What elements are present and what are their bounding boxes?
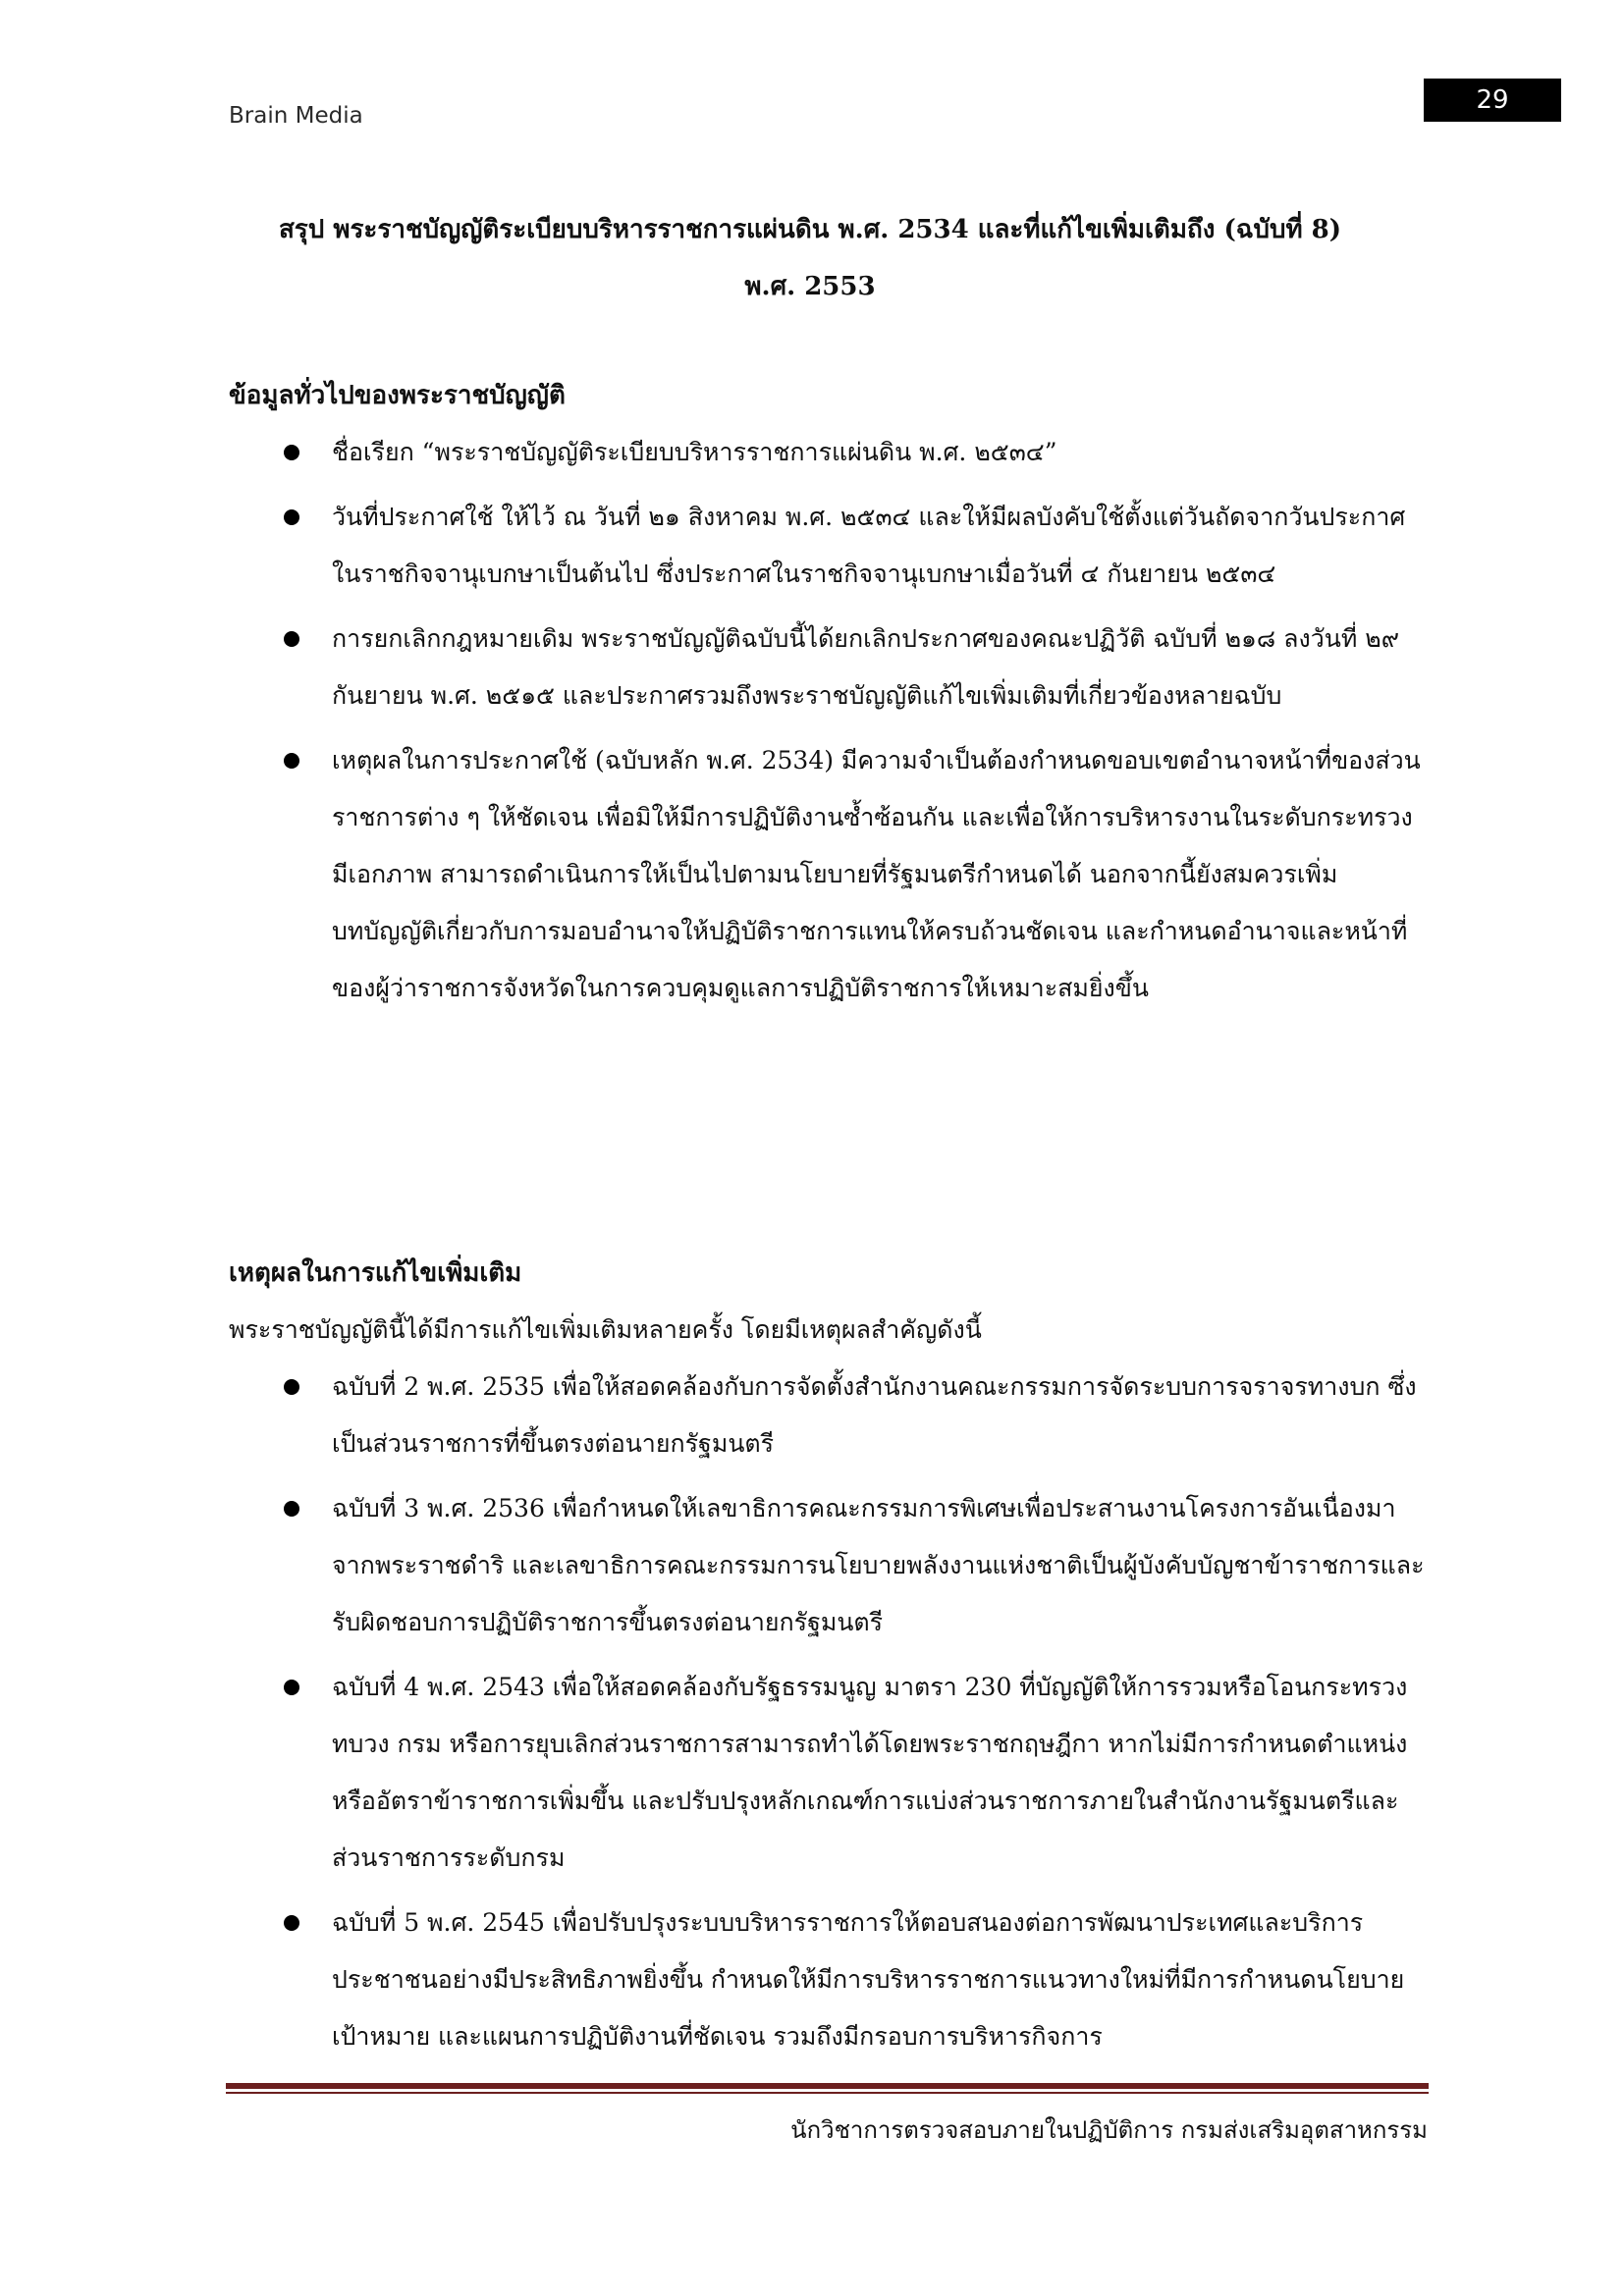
footer-author: นักวิชาการตรวจสอบภายในปฏิบัติการ กรมส่งเสริมอุตสาหกรรม (790, 2116, 1428, 2144)
bullet-icon (284, 509, 299, 525)
list-item (229, 1480, 1427, 1651)
list-item-text: ชื่อเรียก “พระราชบัญญัติระเบียบบริหารราชการแผ่นดิน พ.ศ. ๒๕๓๔” (332, 438, 1057, 466)
document-title (216, 201, 1404, 315)
amendments-intro: พระราชบัญญัตินี้ได้มีการแก้ไขเพิ่มเติมหลายครั้ง โดยมีเหตุผลสำคัญดังนี้ (229, 1315, 982, 1344)
footer-divider-thick (226, 2083, 1429, 2089)
amendments-section (229, 1245, 1427, 2073)
footer-divider (226, 2083, 1429, 2094)
list-item (229, 1659, 1427, 1887)
bullet-icon (284, 445, 299, 460)
bullet-icon (284, 1680, 299, 1695)
document-title-line-1: สรุป พระราชบัญญัติระเบียบบริหารราชการแผ่นดิน พ.ศ. 2534 และที่แก้ไขเพิ่มเติมถึง (ฉบับที่ 8) (278, 215, 1342, 244)
bullet-icon (284, 1915, 299, 1931)
bullet-icon (284, 753, 299, 769)
general-info-heading: ข้อมูลทั่วไปของพระราชบัญญัติ (229, 381, 566, 410)
footer-divider-thin (226, 2092, 1429, 2094)
list-item-text: ฉบับที่ 5 พ.ศ. 2545 เพื่อปรับปรุงระบบบริหารราชการให้ตอบสนองต่อการพัฒนาประเทศและบริการประชาชนอย่างมีประสิทธิภาพยิ่งขึ้น กำหนดให้มีการบริหารราชการแนวทางใหม่ที่มีการกำหนดนโยบาย เป้าหมาย และแผนการปฏิบัติงานที่ชัดเจน รวมถึงมีกรอบการบริหารกิจการ (332, 1908, 1405, 2051)
list-item-text: การยกเลิกกฎหมายเดิม พระราชบัญญัติฉบับนี้ได้ยกเลิกประกาศของคณะปฏิวัติ ฉบับที่ ๒๑๘ ลงวันที่ ๒๙ กันยายน พ.ศ. ๒๕๑๕ และประกาศรวมถึงพระราชบัญญัติแก้ไขเพิ่มเติมที่เกี่ยวข้องหลายฉบับ (332, 624, 1400, 710)
list-item (229, 424, 1427, 481)
list-item (229, 489, 1427, 603)
list-item (229, 1359, 1427, 1472)
list-item-text: ฉบับที่ 2 พ.ศ. 2535 เพื่อให้สอดคล้องกับการจัดตั้งสำนักงานคณะกรรมการจัดระบบการจราจรทางบก ซึ่งเป็นส่วนราชการที่ขึ้นตรงต่อนายกรัฐมนตรี (332, 1372, 1417, 1458)
page-number: 29 (1424, 79, 1561, 122)
list-item (229, 611, 1427, 724)
list-item-text: วันที่ประกาศใช้ ให้ไว้ ณ วันที่ ๒๑ สิงหาคม พ.ศ. ๒๕๓๔ และให้มีผลบังคับใช้ตั้งแต่วันถัดจากวันประกาศในราชกิจจานุเบกษาเป็นต้นไป ซึ่งประกาศในราชกิจจานุเบกษาเมื่อวันที่ ๔ กันยายน ๒๕๓๔ (332, 503, 1406, 588)
document-title-line-2: พ.ศ. 2553 (744, 272, 876, 301)
list-item-text: ฉบับที่ 4 พ.ศ. 2543 เพื่อให้สอดคล้องกับรัฐธรรมนูญ มาตรา 230 ที่บัญญัติให้การรวมหรือโอนกระทรวง ทบวง กรม หรือการยุบเลิกส่วนราชการสามารถทำได้โดยพระราชกฤษฎีกา หากไม่มีการกำหนดตำแหน่งหรืออัตราข้าราชการเพิ่มขึ้น และปรับปรุงหลักเกณฑ์การแบ่งส่วนราชการภายในสำนักงานรัฐมนตรีและส่วนราชการระดับกรม (332, 1673, 1408, 1872)
amendments-heading: เหตุผลในการแก้ไขเพิ่มเติม (229, 1258, 522, 1288)
list-item (229, 1895, 1427, 2065)
bullet-icon (284, 1379, 299, 1395)
general-info-section (229, 367, 1427, 1025)
list-item (229, 732, 1427, 1017)
bullet-icon (284, 631, 299, 647)
general-info-list (229, 424, 1427, 1017)
amendments-list (229, 1359, 1427, 2065)
list-item-text: เหตุผลในการประกาศใช้ (ฉบับหลัก พ.ศ. 2534) มีความจำเป็นต้องกำหนดขอบเขตอำนาจหน้าที่ของส่วนราชการต่าง ๆ ให้ชัดเจน เพื่อมิให้มีการปฏิบัติงานซ้ำซ้อนกัน และเพื่อให้การบริหารงานในระดับกระทรวงมีเอกภาพ สามารถดำเนินการให้เป็นไปตามนโยบายที่รัฐมนตรีกำหนดได้ นอกจากนี้ยังสมควรเพิ่มบทบัญญัติเกี่ยวกับการมอบอำนาจให้ปฏิบัติราชการแทนให้ครบถ้วนชัดเจน และกำหนดอำนาจและหน้าที่ของผู้ว่าราชการจังหวัดในการควบคุมดูแลการปฏิบัติราชการให้เหมาะสมยิ่งขึ้น (332, 746, 1421, 1002)
list-item-text: ฉบับที่ 3 พ.ศ. 2536 เพื่อกำหนดให้เลขาธิการคณะกรรมการพิเศษเพื่อประสานงานโครงการอันเนื่องมาจากพระราชดำริ และเลขาธิการคณะกรรมการนโยบายพลังงานแห่งชาติเป็นผู้บังคับบัญชาข้าราชการและรับผิดชอบการปฏิบัติราชการขึ้นตรงต่อนายกรัฐมนตรี (332, 1494, 1425, 1636)
brand-name: Brain Media (229, 103, 363, 129)
bullet-icon (284, 1501, 299, 1517)
